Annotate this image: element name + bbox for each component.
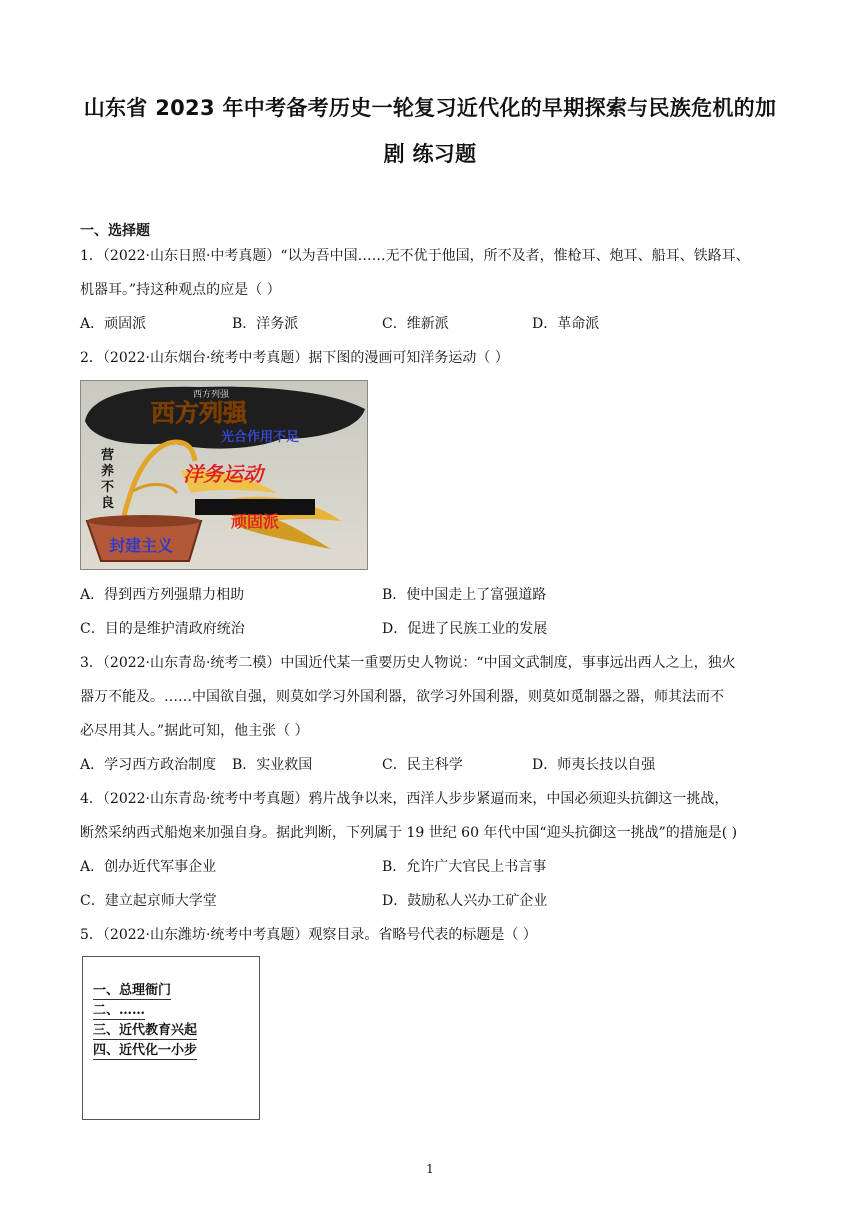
- question-5-line1: 5．（2022·山东潍坊·统考中考真题）观察目录。省略号代表的标题是（ ）: [80, 927, 537, 943]
- page-number: 1: [426, 1162, 434, 1176]
- section-heading: 一、选择题: [80, 223, 150, 239]
- question-1-line2: 机器耳。”持这种观点的应是（ ）: [80, 282, 281, 298]
- toc-item-1: 一、总理衙门: [93, 983, 172, 998]
- question-4-line1: 4．（2022·山东青岛·统考中考真题）鸦片战争以来，西洋人步步紧逼而来，中国必须迎头抗御这一挑战，: [80, 791, 729, 807]
- q1-option-d: D．革命派: [532, 316, 600, 332]
- toc-item-2: 二、……: [93, 1003, 146, 1018]
- q1-option-c: C．维新派: [382, 316, 449, 332]
- question-1-line1: 1．（2022·山东日照·中考真题）“以为吾中国……无不优于他国，所不及者，惟枪耳、炮耳、船耳、铁路耳、: [80, 248, 750, 264]
- table-of-contents-image: [82, 956, 260, 1120]
- q2-option-d: D．促进了民族工业的发展: [382, 621, 548, 637]
- document-title-line1: 山东省 2023 年中考备考历史一轮复习近代化的早期探索与民族危机的加: [83, 96, 777, 120]
- question-3-line2: 器万不能及。……中国欲自强，则莫如学习外国利器，欲学习外国利器，则莫如觅制器之器，师其法而不: [80, 689, 724, 705]
- side-label-2: 养: [101, 464, 115, 479]
- side-label-1: 营: [101, 448, 115, 463]
- cloud-main-label: 西方列强: [151, 399, 247, 427]
- toc-item-4: 四、近代化一小步: [93, 1043, 198, 1058]
- side-label-4: 良: [101, 496, 115, 511]
- question-3-line3: 必尽用其人。”据此可知，他主张（ ）: [80, 723, 309, 739]
- q3-option-a: A．学习西方政治制度: [80, 757, 217, 773]
- bar-label: 顽固派: [231, 512, 280, 531]
- cloud-small-label: 西方列强: [193, 390, 230, 400]
- question-2-line1: 2．（2022·山东烟台·统考中考真题）据下图的漫画可知洋务运动（ ）: [80, 350, 509, 366]
- q3-option-b: B．实业救国: [232, 757, 313, 773]
- question-3-line1: 3．（2022·山东青岛·统考二模）中国近代某一重要历史人物说：“中国文武制度，事事远出西人之上，独火: [80, 655, 736, 671]
- q1-option-a: A．顽固派: [80, 316, 147, 332]
- bowl-label: 封建主义: [109, 536, 174, 555]
- q4-option-d: D．鼓励私人兴办工矿企业: [382, 893, 548, 909]
- movement-label: 洋务运动: [183, 462, 263, 486]
- q3-option-d: D．师夷长技以自强: [532, 757, 656, 773]
- q4-option-b: B．允许广大官民上书言事: [382, 859, 547, 875]
- q3-option-c: C．民主科学: [382, 757, 463, 773]
- blue-label: 光合作用不足: [221, 430, 300, 445]
- side-label-3: 不: [101, 480, 115, 495]
- toc-item-3: 三、近代教育兴起: [93, 1023, 198, 1038]
- question-4-line2: 断然采纳西式船炮来加强自身。据此判断，下列属于 19 世纪 60 年代中国“迎头抗御这一挑战”的措施是( ): [80, 825, 738, 841]
- q2-option-c: C．目的是维护清政府统治: [80, 621, 245, 637]
- q1-option-b: B．洋务派: [232, 316, 299, 332]
- q2-option-b: B．使中国走上了富强道路: [382, 587, 547, 603]
- q4-option-c: C．建立起京师大学堂: [80, 893, 217, 909]
- q2-option-a: A．得到西方列强鼎力相助: [80, 587, 245, 603]
- document-title-line2: 剧 练习题: [383, 142, 477, 166]
- q4-option-a: A．创办近代军事企业: [80, 859, 217, 875]
- cartoon-illustration: [81, 381, 368, 570]
- cartoon-image: [80, 380, 368, 570]
